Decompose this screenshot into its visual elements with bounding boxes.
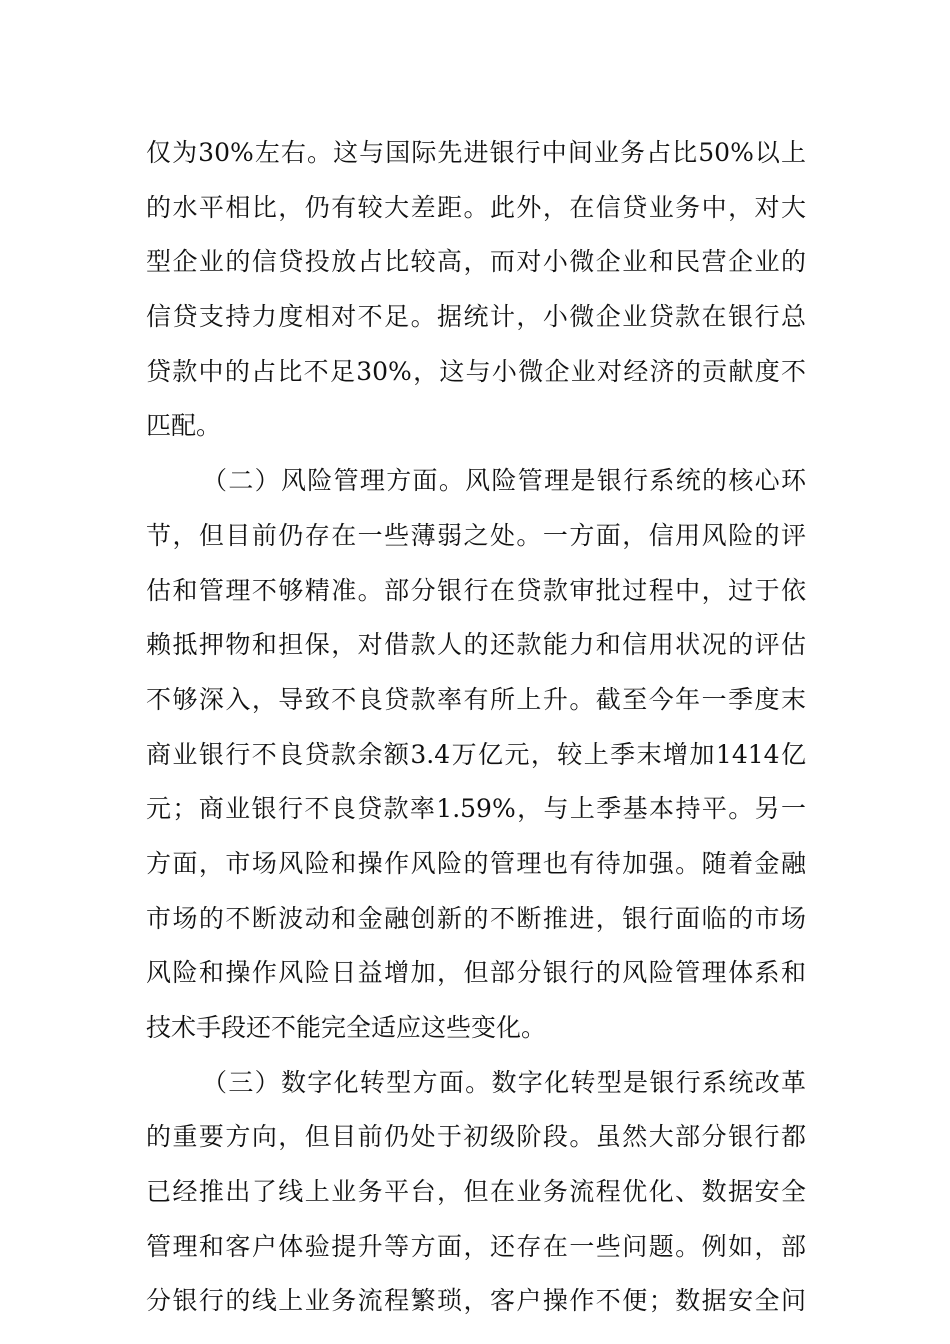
section-heading-line: （三）数字化转型方面。数字化转型是银行系统改革 [202,1067,806,1097]
text-line: 已经推出了线上业务平台，但在业务流程优化、数据安全 [146,1177,806,1207]
text-line: 节，但目前仍存在一些薄弱之处。一方面，信用风险的评 [146,520,806,550]
text-line: 仅为30%左右。这与国际先进银行中间业务占比50%以上 [146,138,806,167]
paragraph-risk-management [146,454,806,1056]
text-line: 估和管理不够精准。部分银行在贷款审批过程中，过于依 [146,575,806,605]
text-line: 商业银行不良贷款余额3.4万亿元，较上季末增加1414亿 [146,739,806,769]
text-line: 分银行的线上业务流程繁琐，客户操作不便；数据安全问 [146,1286,806,1316]
paragraph-intermediate-business [146,126,806,454]
text-line: 赖抵押物和担保，对借款人的还款能力和信用状况的评估 [146,630,806,660]
text-line: 的水平相比，仍有较大差距。此外，在信贷业务中，对大 [146,192,806,222]
section-heading-line: （二）风险管理方面。风险管理是银行系统的核心环 [202,466,806,496]
document-body [146,126,806,1329]
text-line: 型企业的信贷投放占比较高，而对小微企业和民营企业的 [146,247,806,277]
text-line: 方面，市场风险和操作风险的管理也有待加强。随着金融 [146,848,806,878]
text-line: 技术手段还不能完全适应这些变化。 [146,1013,547,1042]
text-line: 信贷支持力度相对不足。据统计，小微企业贷款在银行总 [146,302,806,332]
text-line: 匹配。 [146,411,222,441]
text-line: 市场的不断波动和金融创新的不断推进，银行面临的市场 [146,903,806,933]
text-line: 贷款中的占比不足30%，这与小微企业对经济的贡献度不 [146,356,806,386]
text-line: 风险和操作风险日益增加，但部分银行的风险管理体系和 [146,958,806,988]
text-line: 的重要方向，但目前仍处于初级阶段。虽然大部分银行都 [146,1122,806,1152]
text-line: 不够深入，导致不良贷款率有所上升。截至今年一季度末 [146,684,806,714]
paragraph-digital-transformation [146,1056,806,1329]
text-line: 管理和客户体验提升等方面，还存在一些问题。例如，部 [146,1231,806,1261]
text-line: 元；商业银行不良贷款率1.59%，与上季基本持平。另一 [146,794,806,824]
